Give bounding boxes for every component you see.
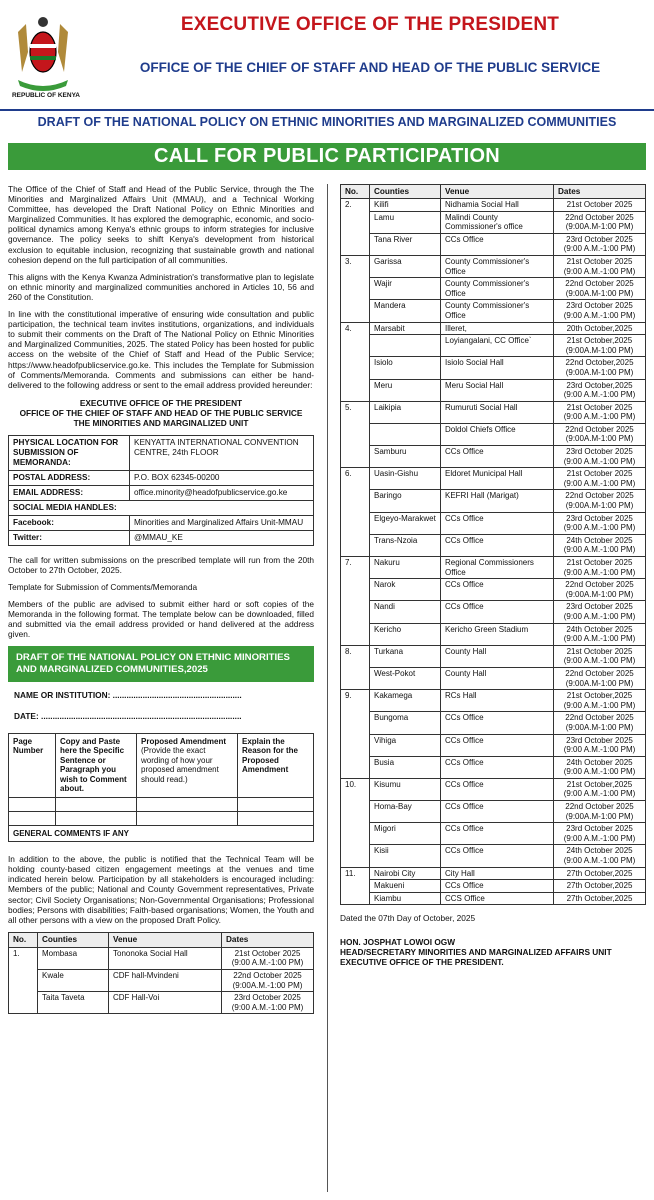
venue-cell: CCs Office xyxy=(441,845,554,867)
venues-table-left xyxy=(8,932,314,1015)
date-cell xyxy=(554,734,646,756)
col-reason: Explain the Reason for the Proposed Amendment xyxy=(238,733,314,797)
date-cell xyxy=(554,401,646,423)
venue-cell: CDF Hall-Voi xyxy=(109,992,222,1014)
date-cell xyxy=(554,778,646,800)
county-cell: Nandi xyxy=(370,601,441,623)
time-text: (9:00 A.M.-1:00 PM) xyxy=(563,856,636,866)
date-cell xyxy=(554,446,646,468)
time-text: (9:00A.M-1:00 PM) xyxy=(565,222,634,232)
county-cell: Isiolo xyxy=(370,357,441,379)
time-text: (9:00A.M-1:00 PM) xyxy=(565,345,634,355)
venue-cell: Tononoka Social Hall xyxy=(109,947,222,969)
date-text: 23rd October 2025 xyxy=(566,602,633,612)
venue-row xyxy=(341,734,646,756)
venue-cell: City Hall xyxy=(441,867,554,880)
venue-cell: CCs Office xyxy=(441,756,554,778)
twitter-handle[interactable]: @MMAU_KE xyxy=(130,530,314,545)
date-text: 22nd October 2025 xyxy=(565,279,634,289)
date-text: 23rd October 2025 xyxy=(234,993,301,1003)
region-number: 4. xyxy=(341,322,370,401)
date-cell xyxy=(554,233,646,255)
date-cell xyxy=(554,322,646,335)
venue-row xyxy=(341,880,646,893)
date-text: 22nd October 2025 xyxy=(565,491,634,501)
date-text: 20th October,2025 xyxy=(566,323,633,333)
date-text: 27th October,2025 xyxy=(566,868,633,878)
region-number: 7. xyxy=(341,557,370,646)
venue-row xyxy=(341,379,646,401)
county-cell: Nairobi City xyxy=(370,867,441,880)
county-cell: Narok xyxy=(370,579,441,601)
date-cell xyxy=(554,468,646,490)
date-cell xyxy=(222,947,314,969)
date-text: 21st October,2025 xyxy=(566,779,633,789)
county-cell xyxy=(370,423,441,445)
date-field: DATE: ....................................................................................... xyxy=(14,710,242,721)
time-text: (9:00 A.M.-1:00 PM) xyxy=(563,244,636,254)
date-text: 27th October,2025 xyxy=(566,881,633,891)
venue-cell: CCs Office xyxy=(441,823,554,845)
venue-cell: Isiolo Social Hall xyxy=(441,357,554,379)
county-cell: Trans-Nzoia xyxy=(370,534,441,556)
county-cell: Samburu xyxy=(370,446,441,468)
county-cell: West-Pokot xyxy=(370,667,441,689)
venue-cell: Eldoret Municipal Hall xyxy=(441,468,554,490)
time-text: (9:00A.M-1:00 PM) xyxy=(565,722,634,732)
date-text: 21st October 2025 xyxy=(566,646,633,656)
venue-cell: CCs Office xyxy=(441,512,554,534)
venue-row xyxy=(341,845,646,867)
address-line: THE MINORITIES AND MARGINALIZED UNIT xyxy=(73,417,249,428)
venue-row xyxy=(341,623,646,645)
venue-row xyxy=(341,534,646,556)
date-text: 23rd October,2025 xyxy=(566,380,633,390)
venue-cell: CCs Office xyxy=(441,534,554,556)
venue-row xyxy=(341,801,646,823)
date-text: 23rd October 2025 xyxy=(566,234,633,244)
col-proposed xyxy=(137,733,238,797)
venue-row xyxy=(341,199,646,212)
county-cell: Kiambu xyxy=(370,892,441,905)
postal-value: P.O. BOX 62345-00200 xyxy=(130,470,314,485)
dated-line: Dated the 07th Day of October, 2025 xyxy=(340,913,476,924)
venue-cell: CCS Office xyxy=(441,892,554,905)
time-text: (9:00A.M-1:00 PM) xyxy=(565,288,634,298)
date-text: 21st October 2025 xyxy=(566,558,633,567)
venue-cell: RCs Hall xyxy=(441,690,554,712)
venue-row xyxy=(341,579,646,601)
venue-cell: County Commissioner's Office xyxy=(441,278,554,300)
county-cell: Busia xyxy=(370,756,441,778)
county-cell: Kwale xyxy=(38,970,109,992)
date-cell xyxy=(554,300,646,322)
county-cell: Kakamega xyxy=(370,690,441,712)
time-text: (9:00 A.M.-1:00 PM) xyxy=(563,789,636,799)
time-text: (9:00 A.M.-1:00 PM) xyxy=(563,700,636,710)
left-column xyxy=(8,184,314,1014)
venue-cell: CCs Office xyxy=(441,446,554,468)
date-text: 24th October 2025 xyxy=(566,846,633,856)
postal-label: POSTAL ADDRESS: xyxy=(9,470,130,485)
venue-cell: County Commissioner's Office xyxy=(441,255,554,277)
time-text: (9:00A.M-1:00 PM) xyxy=(565,678,634,688)
venue-cell: CCs Office xyxy=(441,601,554,623)
venue-row xyxy=(341,211,646,233)
date-text: 21st October 2025 xyxy=(234,948,301,958)
engagement-notice: In addition to the above, the public is notified that the Technical Team will be holding county-based citizen engagement meetings at the venues and time indicated herein below. Participation by all stakeholders is encouraged including: Members of the public; National and County Government representatives, Private sector; Civil Society Organisations; Non-Governmental Organisations; Professional bodies; Persons with disabilities; Faith-based organisations; Women, the Youth and all other persons with a view on the proposed Draft Policy. xyxy=(8,854,314,925)
time-text: (9:00A.M-1:00 PM) xyxy=(565,811,634,821)
date-cell xyxy=(554,867,646,880)
venue-cell: CCs Office xyxy=(441,233,554,255)
time-text: (9:00 A.M.-1:00 PM) xyxy=(563,767,636,777)
time-text: (9:00A.M-1:00 PM) xyxy=(565,434,634,444)
time-text: (9:00 A.M.-1:00 PM) xyxy=(563,634,636,644)
venue-cell: Doldol Chiefs Office xyxy=(441,423,554,445)
venue-row xyxy=(341,278,646,300)
venues-table-right xyxy=(340,184,646,905)
date-text: 24th October 2025 xyxy=(566,624,633,634)
venue-row xyxy=(341,690,646,712)
date-text: 23rd October 2025 xyxy=(566,824,633,834)
time-text: (9:00 A.M.-1:00 PM) xyxy=(563,310,636,320)
date-cell xyxy=(554,623,646,645)
venue-cell: CCs Office xyxy=(441,801,554,823)
county-cell: Wajir xyxy=(370,278,441,300)
location-value: KENYATTA INTERNATIONAL CONVENTION CENTRE, 24th FLOOR xyxy=(130,435,314,470)
date-cell xyxy=(554,601,646,623)
county-cell: Tana River xyxy=(370,233,441,255)
header-venue: Venue xyxy=(441,185,554,199)
venue-cell: Loyiangalani, CC Office` xyxy=(441,335,554,357)
date-cell xyxy=(554,335,646,357)
venue-cell: County Commissioner's Office xyxy=(441,300,554,322)
social-label: SOCIAL MEDIA HANDLES: xyxy=(9,500,314,515)
region-number: 3. xyxy=(341,255,370,322)
venue-cell: Illeret, xyxy=(441,322,554,335)
header-date: Dates xyxy=(554,185,646,199)
county-cell: Kisumu xyxy=(370,778,441,800)
county-cell: Baringo xyxy=(370,490,441,512)
date-text: 21st October,2025 xyxy=(566,691,633,701)
venue-cell: CCs Office xyxy=(441,880,554,893)
twitter-label: Twitter: xyxy=(9,530,130,545)
venue-row xyxy=(341,401,646,423)
time-text: (9:00A.M-1:00 PM) xyxy=(565,589,634,599)
region-number: 1. xyxy=(9,947,38,1014)
venue-row xyxy=(341,255,646,277)
header-county: Counties xyxy=(370,185,441,199)
time-text: (9:00 A.M.-1:00 PM) xyxy=(231,958,304,968)
venue-cell: Malindi County Commissioner's office xyxy=(441,211,554,233)
date-cell xyxy=(222,970,314,992)
time-text: (9:00A.M-1:00 PM) xyxy=(565,501,634,511)
intro-paragraph: In line with the constitutional imperative of ensuring wide consultation and public participation, the technical team invites institutions, organizations, and individuals to submit their comments on the Draft of The National Policy on Ethnic Minorities and Marginalized Communities, 2025. The stated Policy has been hosted for public access on the website of the Chief of Staff and Head of the Public Service; https://www.headofpublicservice.go.ke. This includes the Template for Submission of Comments/Memoranda. Comments and submissions can either be hand-delivered to the following address or sent to the email address provided hereunder: xyxy=(8,309,314,390)
date-text: 22nd October 2025 xyxy=(565,713,634,723)
county-cell: Meru xyxy=(370,379,441,401)
region-number: 2. xyxy=(341,199,370,256)
venue-row xyxy=(341,300,646,322)
date-text: 23rd October 2025 xyxy=(566,513,633,523)
venue-row xyxy=(9,970,314,992)
time-text: (9:00A.M-1:00 PM) xyxy=(565,367,634,377)
date-text: 21st October 2025 xyxy=(566,256,633,266)
venue-cell: Meru Social Hall xyxy=(441,379,554,401)
venue-row xyxy=(341,423,646,445)
date-text: 22nd October 2025 xyxy=(565,668,634,678)
venue-row xyxy=(341,645,646,667)
contact-table xyxy=(8,435,314,546)
page-subtitle: OFFICE OF THE CHIEF OF STAFF AND HEAD OF THE PUBLIC SERVICE xyxy=(139,60,601,75)
date-cell xyxy=(554,199,646,212)
time-text: (9:00 A.M.-1:00 PM) xyxy=(563,745,636,755)
county-cell: Elgeyo-Marakwet xyxy=(370,512,441,534)
date-cell xyxy=(554,690,646,712)
time-text: (9:00 A.M.-1:00 PM) xyxy=(563,833,636,843)
date-cell xyxy=(554,880,646,893)
header-date: Dates xyxy=(222,932,314,947)
venue-row xyxy=(341,867,646,880)
facebook-handle[interactable]: Minorities and Marginalized Affairs Unit-MMAU xyxy=(130,515,314,530)
venue-cell: KEFRI Hall (Marigat) xyxy=(441,490,554,512)
time-text: (9:00 A.M.-1:00 PM) xyxy=(563,656,636,666)
venue-cell: CCs Office xyxy=(441,734,554,756)
col-copy-paste: Copy and Paste here the Specific Sentence or Paragraph you wish to Comment about. xyxy=(56,733,137,797)
date-text: 27th October,2025 xyxy=(566,893,633,903)
address-block xyxy=(8,398,314,428)
date-cell xyxy=(554,712,646,734)
date-cell xyxy=(554,379,646,401)
header-no: No. xyxy=(9,932,38,947)
venue-cell: Nidhamia Social Hall xyxy=(441,199,554,212)
signatory-name: HON. JOSPHAT LOWOI OGW xyxy=(340,937,456,948)
date-cell xyxy=(554,211,646,233)
date-text: 21st October 2025 xyxy=(566,469,633,479)
address-line: OFFICE OF THE CHIEF OF STAFF AND HEAD OF THE PUBLIC SERVICE xyxy=(19,407,303,418)
header xyxy=(0,0,654,104)
location-label: PHYSICAL LOCATION FOR SUBMISSION OF MEMORANDA: xyxy=(9,435,130,470)
venue-row xyxy=(341,357,646,379)
date-cell xyxy=(554,278,646,300)
date-text: 21st October 2025 xyxy=(566,402,633,412)
date-cell xyxy=(554,490,646,512)
time-text: (9:00 A.M.-1:00 PM) xyxy=(563,456,636,466)
time-text: (9:00 A.M.-1:00 PM) xyxy=(563,567,636,577)
date-cell xyxy=(554,801,646,823)
date-text: 21st October 2025 xyxy=(566,200,633,209)
venue-row xyxy=(341,490,646,512)
time-text: (9:00 A.M.-1:00 PM) xyxy=(563,611,636,621)
venue-row xyxy=(341,601,646,623)
date-cell xyxy=(554,357,646,379)
column-divider xyxy=(327,184,328,1192)
date-cell xyxy=(554,645,646,667)
county-cell: Kisii xyxy=(370,845,441,867)
venue-cell: Rumuruti Social Hall xyxy=(441,401,554,423)
email-link[interactable]: office.minority@headofpublicservice.go.ke xyxy=(130,485,314,500)
venue-row xyxy=(341,233,646,255)
date-cell xyxy=(554,557,646,579)
county-cell: Mombasa xyxy=(38,947,109,969)
date-cell xyxy=(554,512,646,534)
venue-row xyxy=(341,512,646,534)
date-text: 24th October 2025 xyxy=(566,757,633,767)
intro-paragraph: The Office of the Chief of Staff and Head of the Public Service, through the The Minorities and Marginalized Affairs Unit (MMAU), and a Technical Working Committee, has developed the Draft National Policy on Ethnic Minorities and Marginalized Communities. It has explored the demographic, economic, and socio-political dynamics among Kenya's ethnic groups to inform strategies for inclusive governance. The policy seeks to shift Kenya's development from historical exclusion to equitable inclusion, recognizing that sustainable growth and national cohesion depend on the full participation of all communities. xyxy=(8,184,314,265)
signatory-title: HEAD/SECRETARY MINORITIES AND MARGINALIZED AFFAIRS UNIT xyxy=(340,947,612,958)
signatory-office: EXECUTIVE OFFICE OF THE PRESIDENT. xyxy=(340,957,504,968)
date-text: 22nd October 2025 xyxy=(565,212,634,222)
date-cell xyxy=(554,892,646,905)
venue-row xyxy=(9,992,314,1014)
email-label: EMAIL ADDRESS: xyxy=(9,485,130,500)
date-text: 23rd October 2025 xyxy=(566,301,633,311)
time-text: (9:00A.M.-1:00 PM) xyxy=(232,980,303,990)
date-cell xyxy=(554,845,646,867)
venue-row xyxy=(341,667,646,689)
county-cell: Homa-Bay xyxy=(370,801,441,823)
time-text: (9:00 A.M.-1:00 PM) xyxy=(563,545,636,555)
intro-paragraph: This aligns with the Kenya Kwanza Administration's transformative plan to legislate on ethnic minority and marginalized communities anchored in Articles 10, 56 and 260 of the Constitution. xyxy=(8,271,314,302)
date-text: 24th October 2025 xyxy=(566,535,633,545)
region-number: 9. xyxy=(341,690,370,779)
facebook-label: Facebook: xyxy=(9,515,130,530)
submission-period: The call for written submissions on the prescribed template will run from the 20th October to 27th October, 2025. xyxy=(8,554,314,575)
region-number: 5. xyxy=(341,401,370,468)
template-title-box: DRAFT OF THE NATIONAL POLICY ON ETHNIC MINORITIES AND MARGINALIZED COMMUNITIES,2025 xyxy=(8,646,314,682)
submission-instructions: Members of the public are advised to submit either hard or soft copies of the Memoranda in the following format. The template below can be downloaded, filled and submitted via the email address provided or hand delivered at the address given. xyxy=(8,599,314,640)
region-number: 10. xyxy=(341,778,370,867)
county-cell: Laikipia xyxy=(370,401,441,423)
header-county: Counties xyxy=(38,932,109,947)
county-cell: Kericho xyxy=(370,623,441,645)
col-proposed-title: Proposed Amendment xyxy=(141,736,227,746)
signature-block xyxy=(340,937,646,967)
call-banner: CALL FOR PUBLIC PARTICIPATION xyxy=(8,143,646,170)
region-number: 11. xyxy=(341,867,370,905)
region-number: 8. xyxy=(341,645,370,689)
venue-cell: County Hall xyxy=(441,667,554,689)
county-cell xyxy=(370,335,441,357)
date-text: 21st October,2025 xyxy=(566,336,633,346)
right-column xyxy=(340,184,646,967)
header-venue: Venue xyxy=(109,932,222,947)
county-cell: Taita Taveta xyxy=(38,992,109,1014)
date-cell xyxy=(554,534,646,556)
time-text: (9:00 A.M.-1:00 PM) xyxy=(563,523,636,533)
venue-cell: Kericho Green Stadium xyxy=(441,623,554,645)
venue-row xyxy=(341,557,646,579)
date-text: 22nd October,2025 xyxy=(565,358,634,368)
general-comments-row: GENERAL COMMENTS IF ANY xyxy=(9,825,314,842)
address-line: EXECUTIVE OFFICE OF THE PRESIDENT xyxy=(79,397,243,408)
venue-cell: County Hall xyxy=(441,645,554,667)
venue-row xyxy=(341,468,646,490)
county-cell: Vihiga xyxy=(370,734,441,756)
venue-row xyxy=(341,712,646,734)
date-cell xyxy=(222,992,314,1014)
venue-row xyxy=(341,756,646,778)
date-text: 23rd October 2025 xyxy=(566,447,633,457)
county-cell: Mandera xyxy=(370,300,441,322)
venue-cell: CCs Office xyxy=(441,778,554,800)
county-cell: Marsabit xyxy=(370,322,441,335)
region-number: 6. xyxy=(341,468,370,557)
date-cell xyxy=(554,579,646,601)
venue-cell: CDF hall-Mvindeni xyxy=(109,970,222,992)
date-text: 22nd October 2025 xyxy=(233,971,302,981)
venue-cell: Regional Commissioners Office xyxy=(441,557,554,579)
date-text: 22nd October 2025 xyxy=(565,580,634,590)
county-cell: Nakuru xyxy=(370,557,441,579)
time-text: (9:00 A.M.-1:00 PM) xyxy=(563,390,636,400)
date-cell xyxy=(554,756,646,778)
venue-row xyxy=(341,322,646,335)
venue-row xyxy=(341,892,646,905)
county-cell: Migori xyxy=(370,823,441,845)
venue-cell: CCs Office xyxy=(441,579,554,601)
time-text: (9:00 A.M.-1:00 PM) xyxy=(563,478,636,488)
col-proposed-note: (Provide the exact wording of how your proposed amendment should read.) xyxy=(141,746,219,784)
time-text: (9:00 A.M.-1:00 PM) xyxy=(563,412,636,422)
header-no: No. xyxy=(341,185,370,199)
venue-row xyxy=(341,778,646,800)
template-heading: Template for Submission of Comments/Memoranda xyxy=(8,581,198,592)
county-cell: Turkana xyxy=(370,645,441,667)
time-text: (9:00 A.M.-1:00 PM) xyxy=(563,266,636,276)
county-cell: Lamu xyxy=(370,211,441,233)
county-cell: Kilifi xyxy=(370,199,441,212)
venue-cell: CCs Office xyxy=(441,712,554,734)
county-cell: Uasin-Gishu xyxy=(370,468,441,490)
date-text: 22nd October 2025 xyxy=(565,802,634,812)
date-text: 23rd October 2025 xyxy=(566,735,633,745)
date-text: 22nd October 2025 xyxy=(565,424,634,434)
date-cell xyxy=(554,255,646,277)
name-field: NAME OR INSTITUTION: ........................................................ xyxy=(14,690,242,701)
coat-of-arms-icon xyxy=(8,8,78,100)
page-title: EXECUTIVE OFFICE OF THE PRESIDENT xyxy=(180,14,560,35)
county-cell: Bungoma xyxy=(370,712,441,734)
venue-row xyxy=(341,446,646,468)
col-page-number: Page Number xyxy=(9,733,56,797)
comments-template-table xyxy=(8,733,314,843)
venue-row xyxy=(341,823,646,845)
county-cell: Makueni xyxy=(370,880,441,893)
logo-caption: REPUBLIC OF KENYA xyxy=(11,92,81,99)
date-cell xyxy=(554,423,646,445)
time-text: (9:00 A.M.-1:00 PM) xyxy=(231,1002,304,1012)
venue-row xyxy=(9,947,314,969)
date-cell xyxy=(554,823,646,845)
document-title: DRAFT OF THE NATIONAL POLICY ON ETHNIC MINORITIES AND MARGINALIZED COMMUNITIES xyxy=(0,109,654,129)
county-cell: Garissa xyxy=(370,255,441,277)
date-cell xyxy=(554,667,646,689)
venue-row xyxy=(341,335,646,357)
